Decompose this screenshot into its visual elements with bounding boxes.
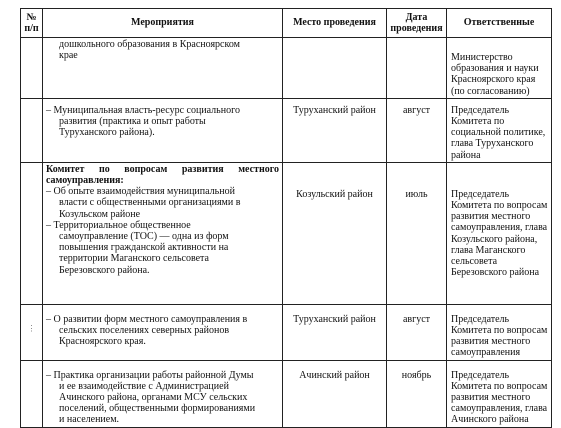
row-place: Ачинский район: [283, 360, 387, 427]
row-responsible: Председатель Комитета по социальной политике, глава Туруханского района: [447, 98, 552, 162]
row-date: август: [387, 98, 447, 162]
table-row: [21, 360, 552, 427]
event-line: Туруханского района).: [59, 127, 155, 139]
header-event: Мероприятия: [43, 9, 283, 38]
row-event: [43, 162, 283, 304]
header-responsible: Ответственные: [447, 9, 552, 38]
row-responsible: Председатель Комитета по вопросам развития местного самоуправления: [447, 304, 552, 360]
row-date: ноябрь: [387, 360, 447, 427]
event-line: поселений, общественными формированиями: [59, 403, 256, 415]
table-row: [21, 98, 552, 162]
event-line: Ачинского района, органами МСУ сельских: [59, 392, 248, 404]
table-row: [21, 162, 552, 304]
table-row: [21, 304, 552, 360]
header-date: Дата проведения: [387, 9, 447, 38]
event-line: – Муниципальная власть-ресурс социального: [46, 104, 240, 116]
row-date: июль: [387, 162, 447, 304]
row-place: Туруханский район: [283, 98, 387, 162]
row-event: [43, 38, 283, 99]
row-num: ⋮: [21, 304, 43, 360]
row-place: Туруханский район: [283, 304, 387, 360]
row-responsible: Министерство образования и науки Красноярского края (по согласованию): [447, 38, 552, 99]
header-num: № п/п: [21, 9, 43, 38]
event-line: повышения гражданской активности на: [59, 242, 229, 254]
event-line: территории Маганского сельсовета: [59, 253, 209, 265]
event-line: – Территориальное общественное: [46, 219, 191, 231]
table-header-row: [21, 9, 552, 38]
row-place: Козульский район: [283, 162, 387, 304]
event-line: сельских поселениях северных районов: [59, 325, 230, 337]
event-line: Козульском районе: [59, 208, 141, 220]
row-place: [283, 38, 387, 99]
event-line: самоуправление (ТОС) — одна из форм: [59, 231, 229, 243]
event-line: крае: [59, 50, 78, 62]
event-line: дошкольного образования в Красноярском: [59, 39, 240, 50]
section-heading: Комитет по вопросам развития местного самоуправления:: [46, 163, 279, 187]
event-line: – Практика организации работы районной Думы: [46, 369, 254, 381]
header-place: Место проведения: [283, 9, 387, 38]
event-line: и населением.: [59, 414, 120, 426]
row-date: август: [387, 304, 447, 360]
event-line: и ее взаимодействие с Администрацией: [59, 380, 229, 392]
row-num: [21, 360, 43, 427]
row-event: [43, 360, 283, 427]
event-line: власти с общественными организациями в: [59, 197, 241, 209]
event-line: – Об опыте взаимодействия муниципальной: [46, 186, 235, 198]
row-responsible: Председатель Комитета по вопросам развития местного самоуправления, глава Козульского района, глава Маганского сельсовета Березовского района: [447, 162, 552, 304]
row-event: [43, 304, 283, 360]
event-line: Березовского района.: [59, 264, 150, 276]
row-num: [21, 162, 43, 304]
events-table: [20, 8, 552, 428]
row-date: [387, 38, 447, 99]
row-event: [43, 98, 283, 162]
row-responsible: Председатель Комитета по вопросам развития местного самоуправления, глава Ачинского района: [447, 360, 552, 427]
table-row: [21, 38, 552, 99]
row-num: [21, 38, 43, 99]
event-line: Красноярского края.: [59, 336, 146, 348]
row-num: [21, 98, 43, 162]
event-line: развития (практика и опыт работы: [59, 116, 206, 128]
event-line: – О развитии форм местного самоуправления в: [46, 313, 248, 325]
